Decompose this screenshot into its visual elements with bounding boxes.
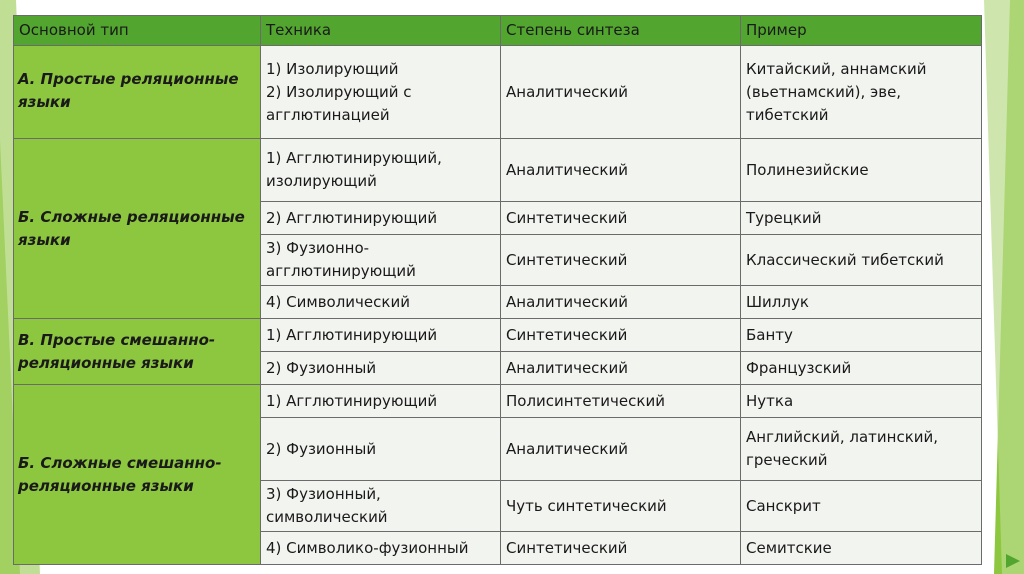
header-synthesis: Степень синтеза (501, 16, 741, 46)
technique-cell: 3) Фузионный, символический (261, 481, 501, 532)
synthesis-cell: Аналитический (501, 352, 741, 385)
table-row (14, 46, 982, 139)
synthesis-cell: Аналитический (501, 46, 741, 139)
example-cell: Шиллук (741, 286, 982, 319)
technique-cell: 4) Символический (261, 286, 501, 319)
technique-cell: 1) Агглютинирующий (261, 319, 501, 352)
example-cell: Нутка (741, 385, 982, 418)
synthesis-cell: Синтетический (501, 235, 741, 286)
example-cell: Семитские (741, 532, 982, 565)
example-cell: Китайский, аннамский (вьетнамский), эве, тибетский (741, 46, 982, 139)
technique-cell: 2) Фузионный (261, 352, 501, 385)
synthesis-cell: Синтетический (501, 202, 741, 235)
technique-cell: 1) Агглютинирующий (261, 385, 501, 418)
header-row (14, 16, 982, 46)
technique-cell: 4) Символико-фузионный (261, 532, 501, 565)
type-cell: Б. Сложные смешанно-реляционные языки (14, 385, 261, 565)
synthesis-cell: Синтетический (501, 319, 741, 352)
table-row (14, 319, 982, 352)
technique-cell: 3) Фузионно-агглютинирующий (261, 235, 501, 286)
example-cell: Полинезийские (741, 139, 982, 202)
example-cell: Банту (741, 319, 982, 352)
table-row (14, 385, 982, 418)
table-row (14, 139, 982, 202)
synthesis-cell: Аналитический (501, 418, 741, 481)
synthesis-cell: Синтетический (501, 532, 741, 565)
example-cell: Санскрит (741, 481, 982, 532)
typology-table (13, 15, 982, 565)
technique-cell: 2) Фузионный (261, 418, 501, 481)
play-arrow-icon (1006, 554, 1020, 568)
example-cell: Турецкий (741, 202, 982, 235)
synthesis-cell: Чуть синтетический (501, 481, 741, 532)
synthesis-cell: Аналитический (501, 139, 741, 202)
type-cell: В. Простые смешанно-реляционные языки (14, 319, 261, 385)
header-type: Основной тип (14, 16, 261, 46)
type-cell: А. Простые реляционные языки (14, 46, 261, 139)
technique-cell: 1) Агглютинирующий, изолирующий (261, 139, 501, 202)
header-technique: Техника (261, 16, 501, 46)
example-cell: Английский, латинский, греческий (741, 418, 982, 481)
synthesis-cell: Полисинтетический (501, 385, 741, 418)
technique-cell: 2) Агглютинирующий (261, 202, 501, 235)
example-cell: Классический тибетский (741, 235, 982, 286)
technique-cell: 1) Изолирующий 2) Изолирующий с агглютинацией (261, 46, 501, 139)
header-example: Пример (741, 16, 982, 46)
example-cell: Французский (741, 352, 982, 385)
synthesis-cell: Аналитический (501, 286, 741, 319)
type-cell: Б. Сложные реляционные языки (14, 139, 261, 319)
